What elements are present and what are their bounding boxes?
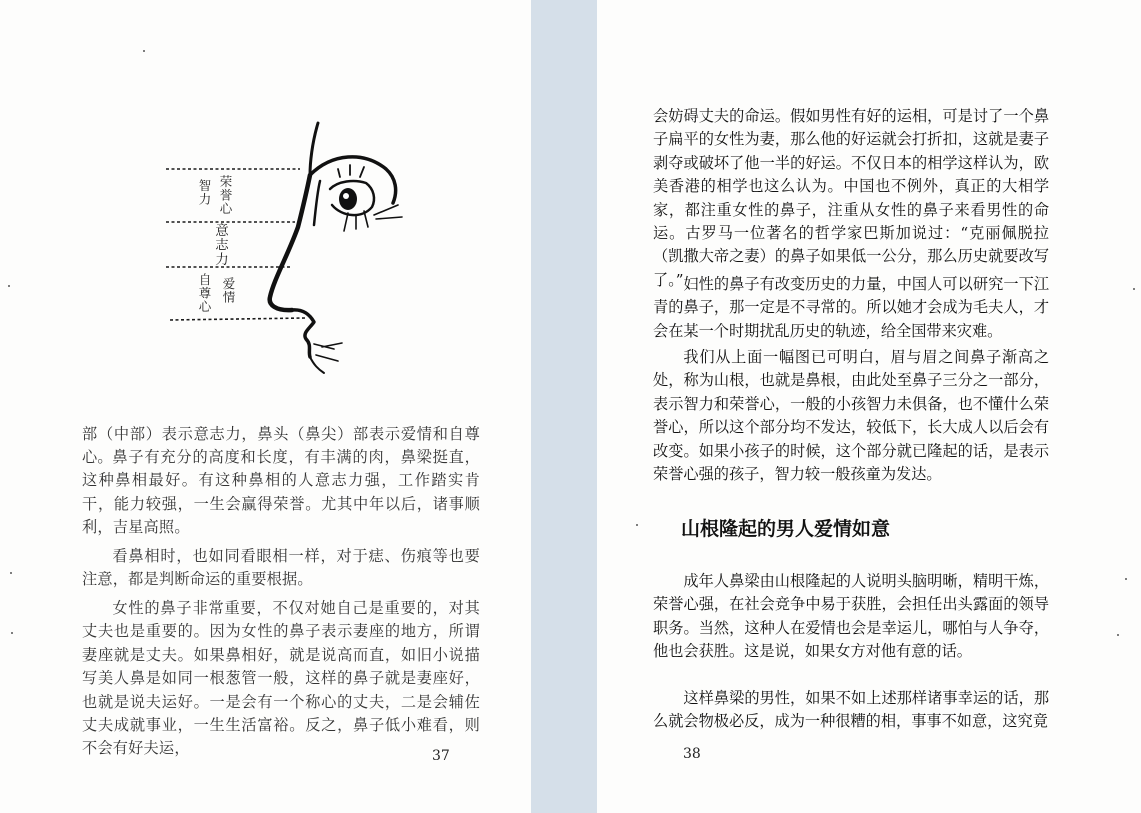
section-heading: 山根隆起的男人爱情如意 [681,518,891,540]
left-page [0,0,531,813]
label-zizun: 自尊心 [197,273,212,314]
scan-speck [1117,634,1119,636]
paragraph: 这样鼻梁的男性，如果不如上述那样诸事幸运的话，那么就会物极必反，成为一种很糟的相，事事不如意，这究竟 [653,689,1049,731]
paragraph: 我们从上面一幅图已可明白，眉与眉之间鼻子渐高之处，称为山根，也就是鼻根，由此处至鼻子三分之一部分，表示智力和荣誉心，一般的小孩智力未俱备，也不懂什么荣誉心，所以这个部分均不发达，较低下，长大成人以后会有改变。如果小孩子的时候，这个部分就已隆起的话，是表示荣誉心强的孩子，智力较一般孩童为发达。 [653,348,1049,484]
paragraph: 鼻子有充分的高度和长度，有丰满的肉，鼻梁挺直，这种鼻相最好。有这种鼻相的人意志力强，工作踏实肯干，能力较强，一生会赢得荣誉。尤其中年以后，诸事顺利，吉星高照。 [82,448,480,537]
face-profile-drawing [160,115,410,375]
scan-speck [11,632,13,634]
paragraph: 成年人鼻梁由山根隆起的人说明头脑明晰，精明干炼，荣誉心强，在社会竞争中易于获胜，会担任出头露面的领导职务。当然，这种人在爱情也会是幸运儿，哪怕与人争夺，他也会获胜。这是说，如果女方对他有意的话。 [653,572,1049,661]
label-zhili: 智力 [197,179,212,206]
label-rongyu: 荣誉心 [218,175,233,216]
scan-speck [1133,288,1135,290]
paragraph: 妇性的鼻子有改变历史的力量，中国人可以研究一下江青的鼻子，那一定是不寻常的。所以她才会成为毛夫人，才会在某一个时期扰乱历史的轨迹，给全国带来灾难。 [653,275,1049,340]
scan-speck [8,285,10,287]
right-page [597,0,1141,813]
label-yizhili: 意志力 [212,223,228,267]
label-aiqing: 爱情 [221,277,236,304]
page-number: 38 [683,746,701,762]
paragraph: 部（中部）表示意志力，鼻头（鼻尖）部表示爱情和自尊心。 [82,425,480,467]
paragraph: 女性的鼻子非常重要，不仅对她自己是重要的，对其丈夫也是重要的。因为女性的鼻子表示妻座的地方，所谓妻座就是丈夫。如果鼻相好，就是说高而直，如旧小说描写美人鼻是如同一根葱管一般，这样的鼻子就是妻座好，也就是说夫运好。一是会有一个称心的丈夫，二是会辅佐丈夫成就事业，一生生活富裕。反之，鼻子低小难看，则不会有好夫运， [82,599,480,758]
nose-diagram [160,115,410,375]
scan-speck [1125,578,1127,580]
scan-speck [636,524,638,526]
page-gutter [531,0,597,813]
scan-speck [143,50,145,52]
paragraph: 看鼻相时，也如同看眼相一样，对于痣、伤痕等也要注意，都是判断命运的重要根据。 [82,547,480,589]
page-number: 37 [432,748,450,764]
scan-speck [10,572,12,574]
paragraph: 会妨碍丈夫的命运。假如男性有好的运相，可是讨了一个鼻子扁平的女性为妻，那么他的好运就会打折扣，这就是妻子剥夺或破坏了他一半的好运。不仅日本的相学这样认为，欧美香港的相学也这么认为。中国也不例外，真正的大相学家，都注重女性的鼻子，注重从女性的鼻子来看男性的命运。古罗马一位著名的哲学家巴斯加说过：“克丽佩脱拉（凯撒大帝之妻）的鼻子如果低一公分，那么历史就要改写了。” [653,107,1049,289]
